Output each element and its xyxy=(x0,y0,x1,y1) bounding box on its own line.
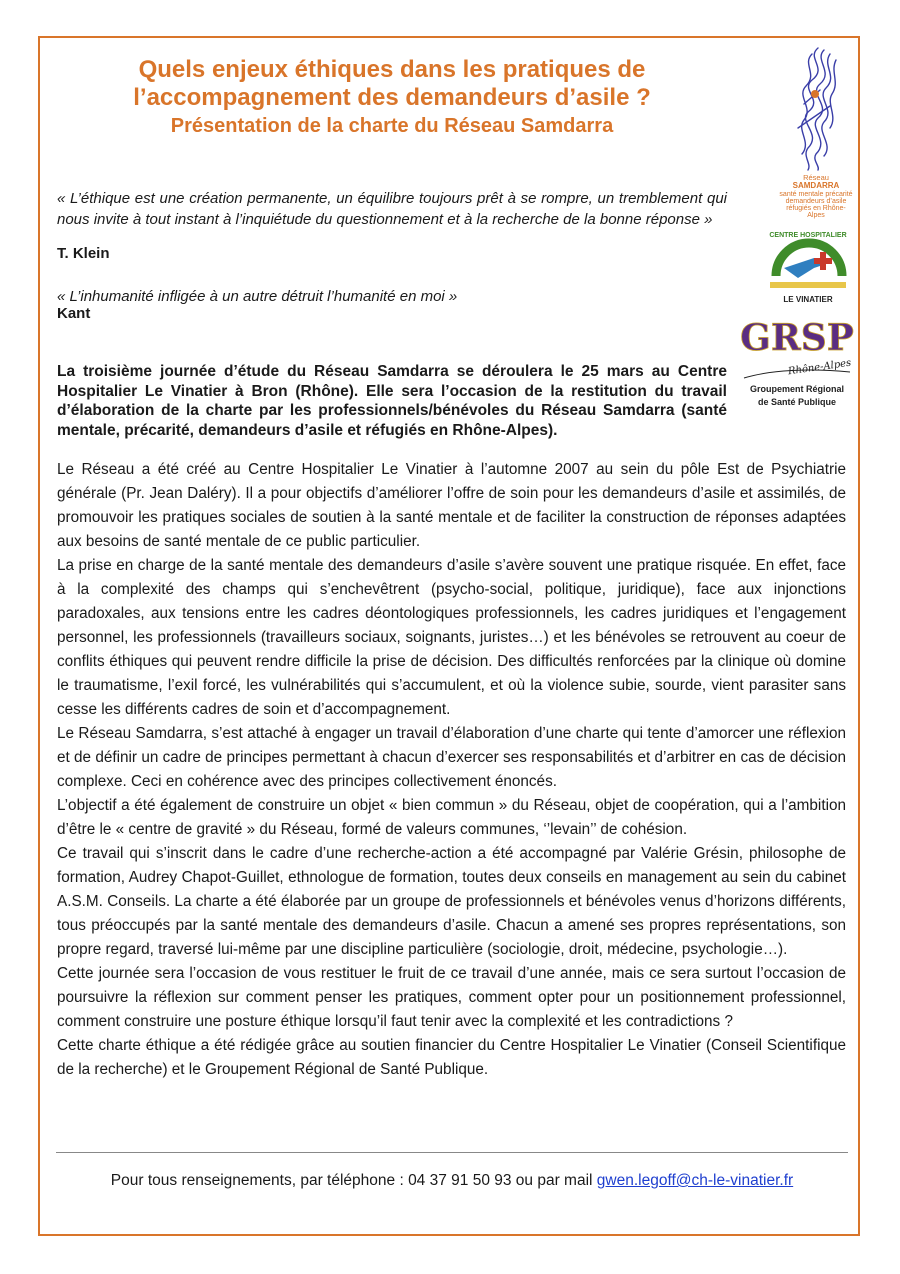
paragraph: Cette charte éthique a été rédigée grâce au soutien financier du Centre Hospitalier Le Vinatier (Conseil Scientifique de la recherche) et le Groupement Régional de Santé Publique. xyxy=(57,1037,846,1078)
quote-kant: « L’inhumanité infligée à un autre détruit l’humanité en moi » xyxy=(57,288,458,305)
samdarra-figure-icon xyxy=(778,44,854,172)
paragraph: L’objectif a été également de construire un objet « bien commun » du Réseau, objet de coopération, qui a l’ambition d’être le « centre de gravité » du Réseau, formé de valeurs communes, ‘’levain’’ de cohésion. xyxy=(57,797,846,838)
grsp-line-2: de Santé Publique xyxy=(757,397,837,407)
vinatier-emblem-icon xyxy=(762,222,854,306)
body-text xyxy=(57,458,846,1082)
title-line-2: l’accompagnement des demandeurs d’asile ? xyxy=(133,84,651,111)
title-line-1: Quels enjeux éthiques dans les pratiques de xyxy=(138,56,646,83)
paragraph: Le Réseau a été créé au Centre Hospitalier Le Vinatier à l’automne 2007 au sein du pôle Est de Psychiatrie générale (Pr. Jean Daléry). Il a pour objectifs d’améliorer l’offre de soin pour les demandeurs d’asile et assimilés, de promouvoir les pratiques sociales de soutien à la santé mentale et de faciliter la construction de réponses adaptées aux besoins de santé mentale de ce public particulier. xyxy=(57,461,846,550)
samdarra-label-3: santé mentale précarité xyxy=(779,191,853,198)
quote-author-klein: T. Klein xyxy=(57,245,110,262)
contact-email-link[interactable]: gwen.legoff@ch-le-vinatier.fr xyxy=(596,1172,794,1189)
paragraph: Cette journée sera l’occasion de vous restituer le fruit de ce travail d’une année, mais ce sera surtout l’occasion de poursuivre la réflexion sur comment penser les pratiques, comment opter pour un positionnement professionnel, comment construire une posture éthique lorsqu’il faut tenir avec la complexité et les contradictions ? xyxy=(57,965,846,1030)
grsp-mark: GRSP xyxy=(740,317,854,359)
footer-text: Pour tous renseignements, par téléphone : 04 37 91 50 93 ou par mail xyxy=(110,1172,597,1189)
paragraph: Ce travail qui s’inscrit dans le cadre d’une recherche-action a été accompagné par Valérie Grésin, philosophe de formation, Audrey Chapot-Guillet, ethnologue de formation, toutes deux conseils en management au sein du cabinet A.S.M. Conseils. La charte a été élaborée par un groupe de professionnels et bénévoles venus d’horizons différents, tous préoccupés par la santé mentale des demandeurs d’asile. Chacun a amené ses propres représentations, son propre regard, traversé lui-même par une discipline particulière (sociologie, droit, médecine, psychologie…). xyxy=(57,845,846,958)
quote-klein: « L’éthique est une création permanente, un équilibre toujours prêt à se rompre, un tremblement qui nous invite à tout instant à l’inquiétude du questionnement et à la recherche de la bonne réponse » xyxy=(57,190,727,228)
samdarra-logo xyxy=(778,44,854,219)
vinatier-top-label: CENTRE HOSPITALIER xyxy=(769,232,847,239)
vinatier-bottom-label: LE VINATIER xyxy=(783,295,833,304)
grsp-script: Rhône-Alpes xyxy=(787,357,852,378)
grsp-line-1: Groupement Régional xyxy=(749,384,845,394)
subtitle: Présentation de la charte du Réseau Samdarra xyxy=(170,115,614,137)
grsp-logo xyxy=(740,312,854,412)
grsp-emblem-icon xyxy=(740,312,854,412)
samdarra-label-2: SAMDARRA xyxy=(792,181,840,190)
intro-paragraph: La troisième journée d’étude du Réseau Samdarra se déroulera le 25 mars au Centre Hospitalier Le Vinatier à Bron (Rhône). Elle sera l’occasion de la restitution du travail d’élaboration de la charte par les professionnels/bénévoles du Réseau Samdarra (santé mentale, précarité, demandeurs d’asile et réfugiés en Rhône-Alpes). xyxy=(57,363,727,439)
samdarra-label-4: demandeurs d’asile xyxy=(785,198,847,205)
footer-contact xyxy=(56,1170,848,1192)
footer-separator xyxy=(56,1152,848,1153)
paragraph: La prise en charge de la santé mentale des demandeurs d’asile s’avère souvent une pratique risquée. En effet, face à la complexité des champs qui s’enchevêtrent (psycho-social, politique, juridique), face aux injonctions paradoxales, aux tensions entre les cadres déontologiques professionnels, les cadres juridiques et l’engagement personnel, les professionnels (travailleurs sociaux, soignants, juristes…) et les bénévoles se retrouvent au coeur de conflits éthiques qui peuvent rendre difficile la prise de décision. Des difficultés renforcées par la clinique où domine le traumatisme, l’exil forcé, les vulnérabilités qui s’accumulent, et où la violence subie, sourde, vient parasiter sans cesse les différents cadres de soin et d’accompagnement. xyxy=(57,557,846,718)
document-title xyxy=(56,56,728,139)
vinatier-logo xyxy=(762,222,854,306)
samdarra-label-1: Réseau xyxy=(803,173,829,182)
paragraph: Le Réseau Samdarra, s’est attaché à engager un travail d’élaboration d’une charte qui tente d’amorcer une réflexion et de définir un cadre de principes permettant à chacun d’exercer ses responsabilités et d’arbitrer en cas de décision complexe. Ceci en cohérence avec des principes collectivement énoncés. xyxy=(57,725,846,790)
quote-author-kant: Kant xyxy=(57,305,91,322)
samdarra-label-5: réfugiés en Rhône-Alpes xyxy=(786,205,846,219)
